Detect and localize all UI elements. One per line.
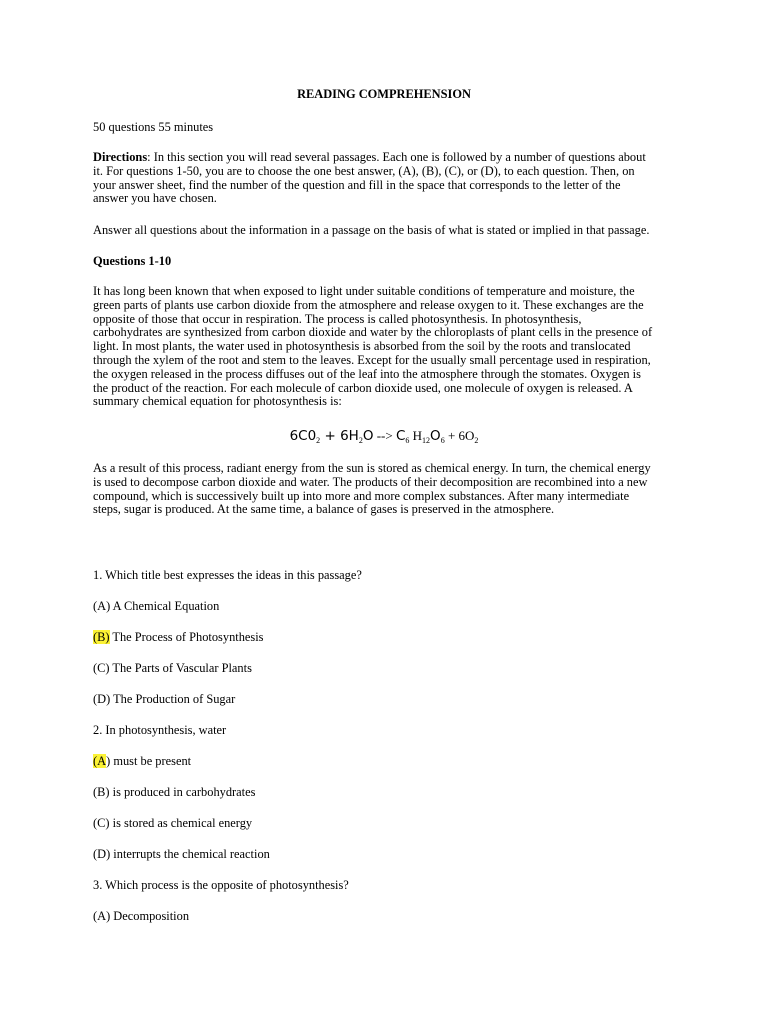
answer-option[interactable] xyxy=(93,848,270,862)
question-stem: 3. Which process is the opposite of photosynthesis? xyxy=(93,878,349,892)
eq-arrow: --> xyxy=(373,428,396,443)
page-title: READING COMPREHENSION xyxy=(297,87,471,101)
eq-term: O xyxy=(362,428,374,444)
directions-line: it. For questions 1-50, you are to choose the one best answer, (A), (B), (C), or (D), to each question. Then, on xyxy=(93,163,635,178)
option-text: Decomposition xyxy=(110,909,190,923)
eq-sub: 2 xyxy=(474,436,479,445)
option-letter: (B) xyxy=(93,785,110,799)
option-text: interrupts the chemical reaction xyxy=(110,847,270,861)
passage-line: carbohydrates are synthesized from carbon dioxide and water by the chloroplasts of plant cells in the presence of xyxy=(93,325,653,340)
option-text: is produced in carbohydrates xyxy=(109,785,256,799)
eq-sub: 2 xyxy=(358,436,363,445)
directions-label: Directions xyxy=(93,150,148,164)
passage-line: As a result of this process, radiant energy from the sun is stored as chemical energy. In turn, the chemical energy xyxy=(93,461,651,475)
passage-line: steps, sugar is produced. At the same time, a balance of gases is preserved in the atmosphere. xyxy=(93,502,555,517)
answer-option[interactable] xyxy=(93,693,235,707)
option-letter: (D) xyxy=(93,692,111,706)
option-letter: (C) xyxy=(93,816,110,830)
eq-term: 6H xyxy=(340,428,359,444)
eq-term: O xyxy=(430,428,441,444)
question-stem: 1. Which title best expresses the ideas in this passage? xyxy=(93,568,362,582)
answer-option[interactable] xyxy=(93,817,252,831)
passage-line: summary chemical equation for photosynthesis is: xyxy=(93,394,342,409)
eq-sub: 2 xyxy=(316,436,321,445)
highlighted-option-letter: (B) xyxy=(93,630,110,644)
directions-text: : In this section you will read several passages. Each one is followed by a number of questions about xyxy=(147,150,646,164)
option-letter: (A) xyxy=(93,909,111,923)
passage-paragraph-2 xyxy=(93,462,677,517)
passage-line: It has long been known that when exposed to light under suitable conditions of temperature and moisture, the xyxy=(93,284,635,298)
answer-option[interactable] xyxy=(93,600,219,614)
option-text: is stored as chemical energy xyxy=(109,816,253,830)
option-text: must be present xyxy=(110,754,192,768)
option-letter: ) xyxy=(106,754,111,768)
answer-option[interactable] xyxy=(93,910,189,924)
option-letter: (C) xyxy=(93,661,110,675)
option-text: The Parts of Vascular Plants xyxy=(109,661,252,675)
eq-term: + xyxy=(320,428,341,444)
directions-line: answer you have chosen. xyxy=(93,191,217,206)
option-letter: (D) xyxy=(93,847,111,861)
answer-option-selected[interactable] xyxy=(93,631,264,645)
option-text: A Chemical Equation xyxy=(110,599,220,613)
passage-line: opposite of those that occur in respiration. The process is called photosynthesis. In photosynthesis, xyxy=(93,311,582,326)
passage-line: the product of the reaction. For each molecule of carbon dioxide used, one molecule of oxygen is released. A xyxy=(93,380,633,395)
section-heading: Questions 1-10 xyxy=(93,254,172,268)
answer-option[interactable] xyxy=(93,786,255,800)
passage-paragraph-1 xyxy=(93,285,677,409)
instruction-text: Answer all questions about the information in a passage on the basis of what is stated or implied in that passage. xyxy=(93,223,650,237)
directions-block xyxy=(93,151,677,206)
passage-line: compound, which is successively built up into more and more complex substances. After many intermediate xyxy=(93,488,630,503)
directions-line xyxy=(93,151,677,165)
highlighted-option-letter: (A xyxy=(93,754,107,768)
passage-line: light. In most plants, the water used in photosynthesis is absorbed from the soil by the roots and translocated xyxy=(93,339,631,354)
eq-term: H xyxy=(409,428,423,443)
passage-line: is used to decompose carbon dioxide and water. The products of their decomposition are recombined into a new xyxy=(93,474,648,489)
passage-line: the oxygen released in the process diffuses out of the leaf into the atmosphere through the stomates. Oxygen is xyxy=(93,366,641,381)
chemical-equation xyxy=(0,429,768,444)
option-letter: (A) xyxy=(93,599,111,613)
answer-option-selected[interactable] xyxy=(93,755,191,769)
eq-sub: 6 xyxy=(405,436,410,445)
question-stem: 2. In photosynthesis, water xyxy=(93,723,227,737)
eq-term: C xyxy=(395,428,406,444)
passage-line: green parts of plants use carbon dioxide from the atmosphere and release oxygen to it. These exchanges are the xyxy=(93,297,644,312)
test-meta: 50 questions 55 minutes xyxy=(93,120,214,134)
directions-line: your answer sheet, find the number of the question and fill in the space that corresponds to the letter of the xyxy=(93,177,621,192)
option-text: The Process of Photosynthesis xyxy=(109,630,264,644)
eq-term: + 6O xyxy=(444,428,475,443)
eq-term: 6C0 xyxy=(289,428,317,444)
passage-line: through the xylem of the root and stem to the leaves. Except for the usually small percentage used in respiration, xyxy=(93,352,651,367)
option-text: The Production of Sugar xyxy=(110,692,236,706)
answer-option[interactable] xyxy=(93,662,252,676)
eq-sub: 6 xyxy=(440,436,445,445)
eq-sub: 12 xyxy=(422,436,431,445)
